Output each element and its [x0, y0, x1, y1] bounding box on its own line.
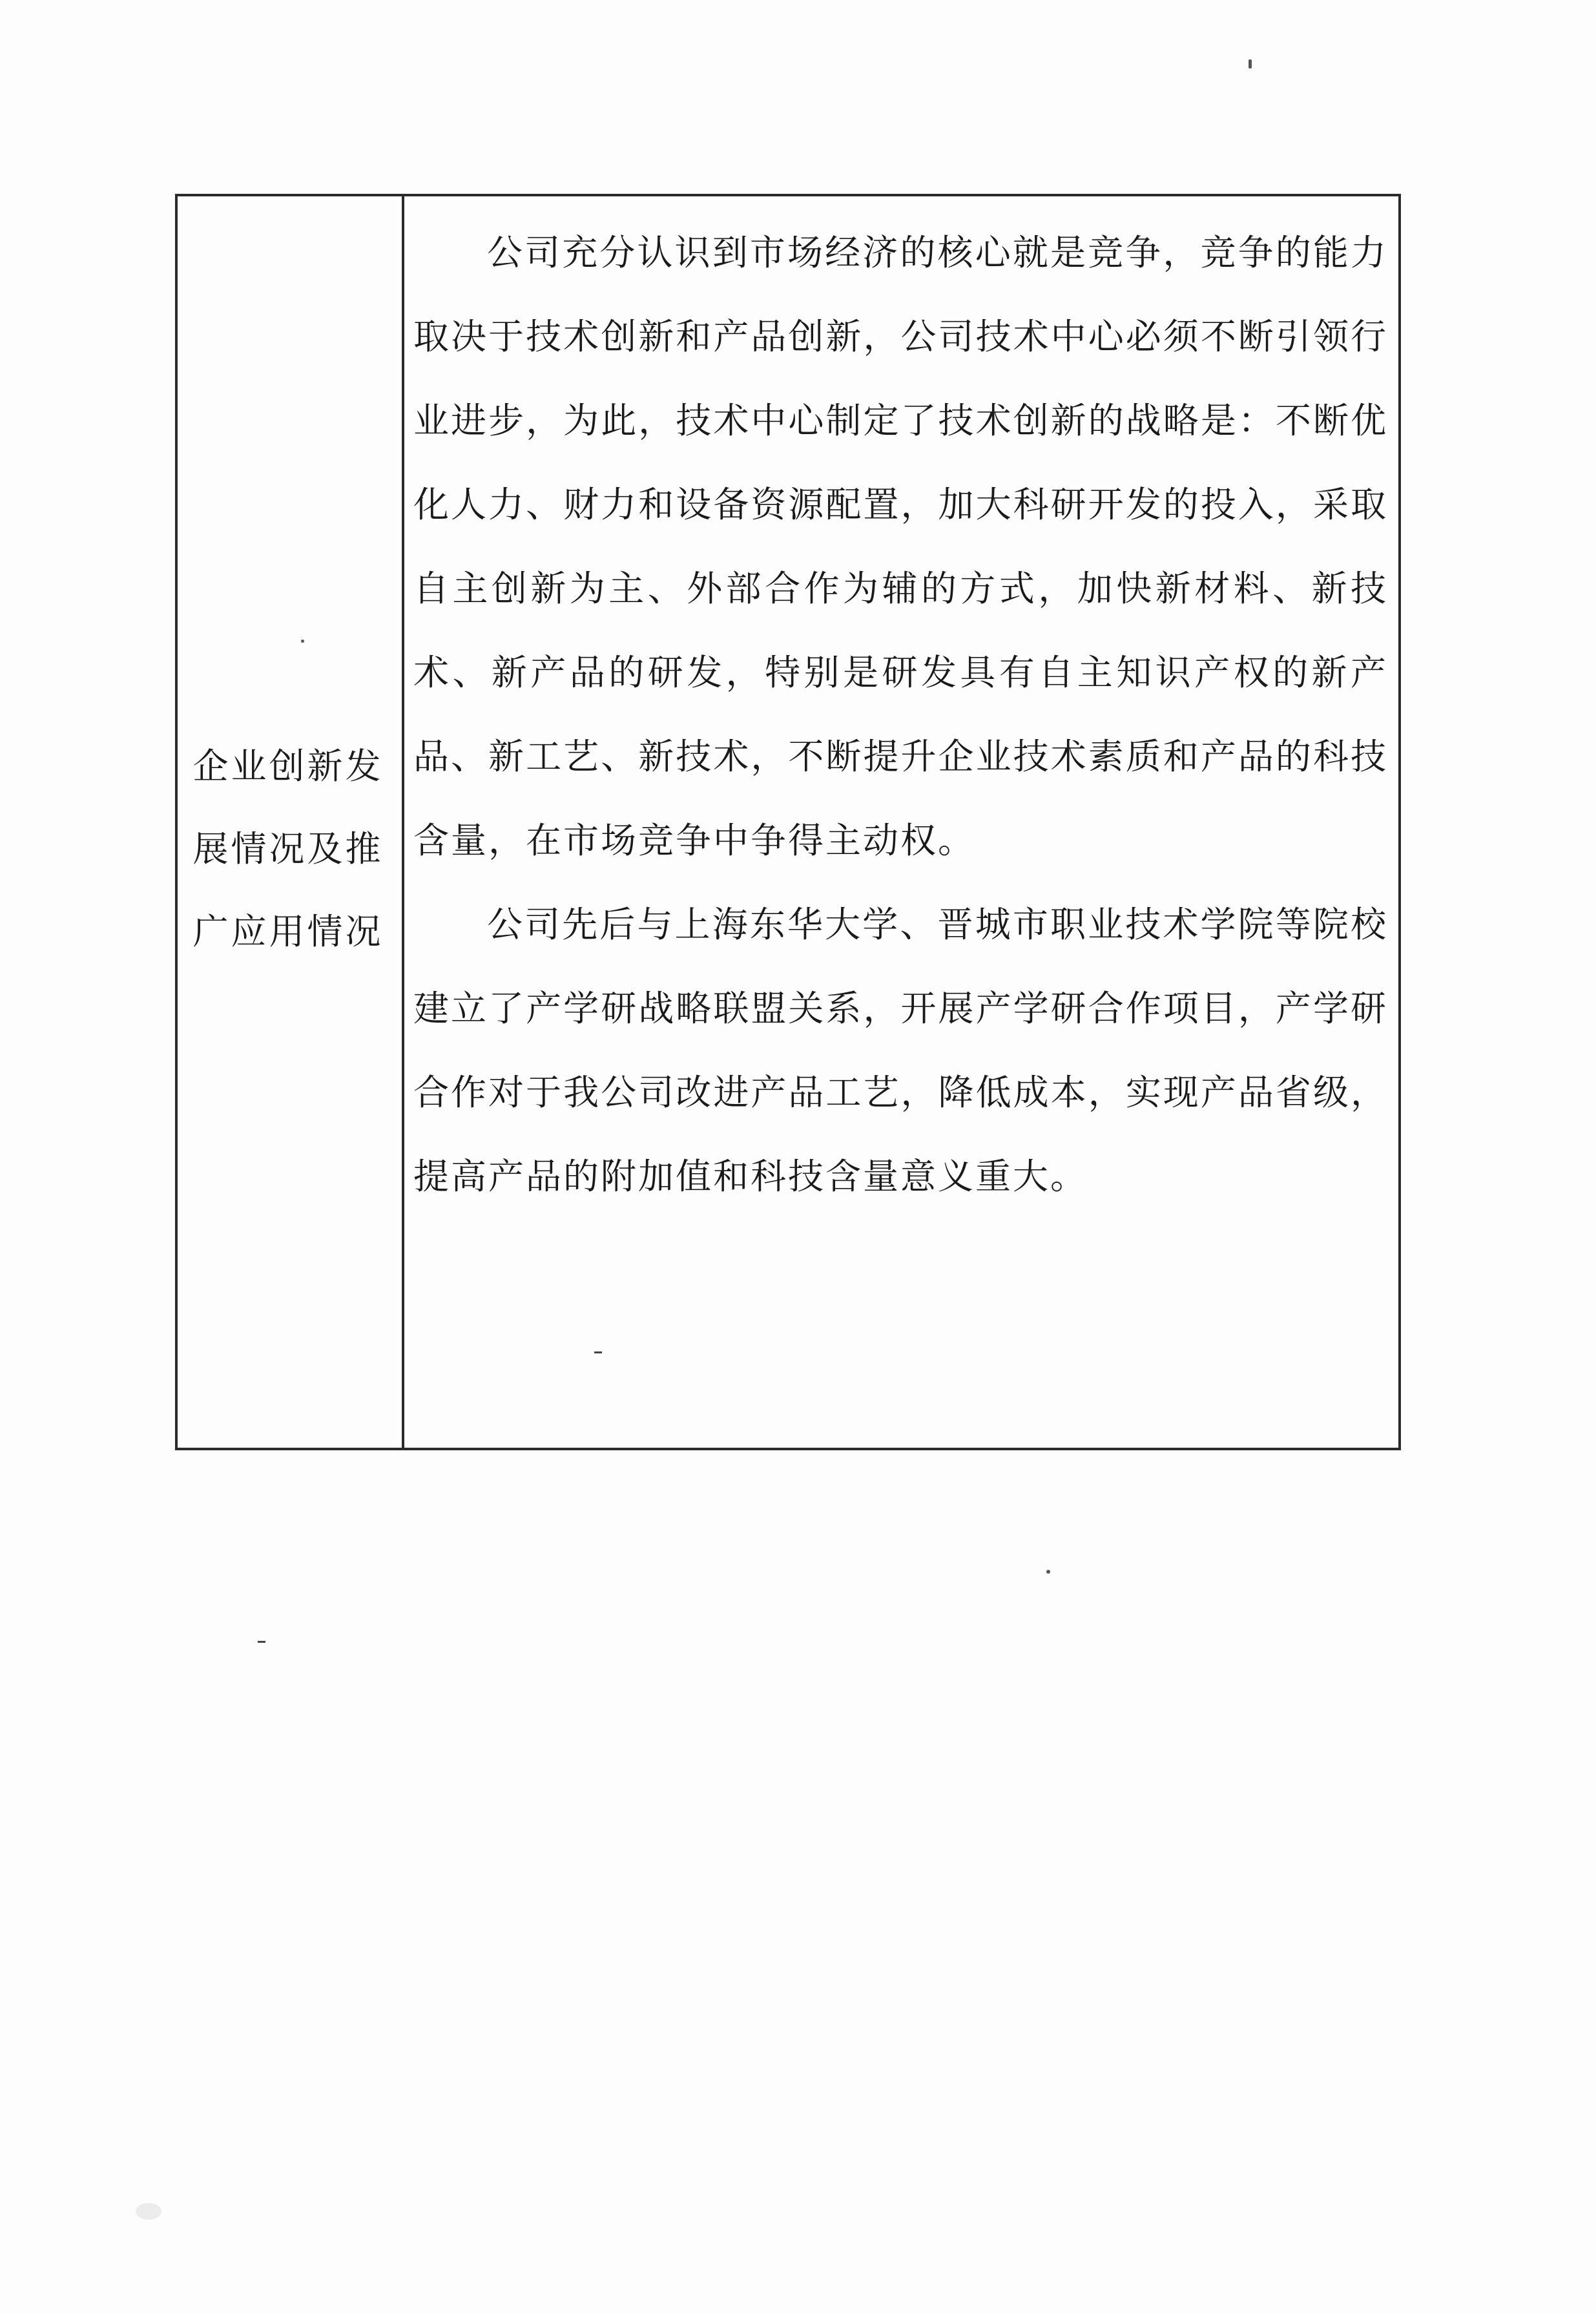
scan-speck [258, 1641, 265, 1643]
content-paragraph: 公司充分认识到市场经济的核心就是竞争，竞争的能力取决于技术创新和产品创新，公司技术中心必须不断引领行业进步，为此，技术中心制定了技术创新的战略是：不断优化人力、财力和设备资源配置，加大科研开发的投入，采取自主创新为主、外部合作为辅的方式，加快新材料、新技术、新产品的研发，特别是研发具有自主知识产权的新产品、新工艺、新技术，不断提升企业技术素质和产品的科技含量，在市场竞争中争得主动权。 [413, 232, 1388, 861]
scan-speck [136, 2203, 161, 2220]
scan-speck [1249, 59, 1252, 68]
content-cell [404, 196, 1397, 1448]
label-cell [178, 196, 402, 1448]
info-table [175, 194, 1401, 1450]
row-label: 企业创新发展情况及推广应用情况 [192, 745, 384, 952]
content-paragraph: 公司先后与上海东华大学、晋城市职业技术学院等院校建立了产学研战略联盟关系，开展产学研合作项目，产学研合作对于我公司改进产品工艺，降低成本，实现产品省级，提高产品的附加值和科技含量意义重大。 [413, 904, 1388, 1197]
scan-speck [1046, 1570, 1050, 1574]
